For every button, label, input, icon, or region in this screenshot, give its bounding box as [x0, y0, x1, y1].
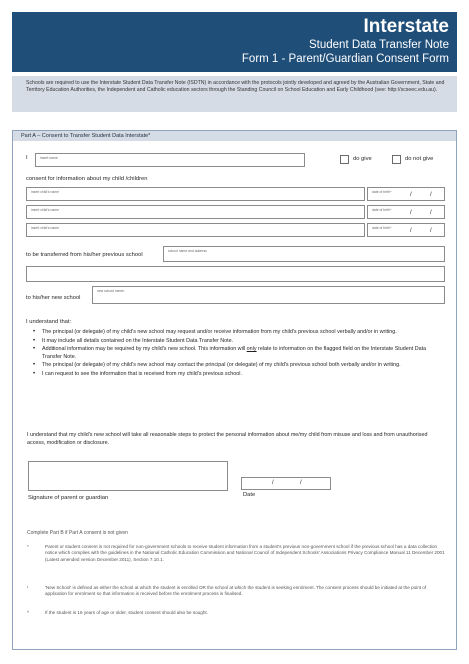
do-not-give-checkbox[interactable]: [392, 155, 401, 164]
understanding-list: [33, 329, 445, 380]
form-header: [12, 12, 457, 72]
footnote-text: 'New School' is defined as either the school at which the student is enrolled OR the school at which the student is seeking enrolment. The consent process should be initiated at the point of application for enrolment so that information is received before the enrolment process is finalised.: [45, 585, 427, 597]
child-name-placeholder: insert child's name: [31, 208, 59, 212]
privacy-paragraph: I understand that my child's new school will take all reasonable steps to protect the personal information about me/my child from misuse and loss and from unauthorised access, modification or disclosure.: [27, 432, 428, 446]
dob-slash: /: [410, 228, 412, 234]
child-dob-field-2[interactable]: [367, 205, 445, 219]
dob-placeholder: date of birth^: [372, 226, 392, 230]
footnote: [27, 585, 447, 598]
dob-slash: /: [430, 192, 432, 198]
dob-slash: /: [410, 210, 412, 216]
child-dob-field-3[interactable]: [367, 223, 445, 237]
new-school-placeholder: new school name¹: [97, 289, 125, 293]
date-slash: /: [272, 480, 274, 486]
child-name-field-3[interactable]: [26, 223, 365, 237]
date-slash: /: [300, 480, 302, 486]
child-dob-field-1[interactable]: [367, 187, 445, 201]
part-a-heading: Part A – Consent to Transfer Student Data Interstate*: [13, 131, 456, 141]
parent-name-field[interactable]: [35, 153, 305, 167]
footnote-text: Parent or student consent is not required for non-government schools to receive student information from a student's previous non-government school if the previous school has a data collection notice which complies with the guidelines in the National Catholic Education Commission and National Council of Independent Schools' Associations Privacy Compliance Manual 11 December 2001 (Latest amended version December 2011), Section 7.10.1.: [45, 544, 445, 562]
form-name: [12, 52, 449, 67]
list-item: • It may include all details contained on the Interstate Student Data Transfer Note.: [33, 338, 445, 346]
signature-field[interactable]: [28, 461, 228, 491]
previous-school-label: to be transferred from his/her previous school: [26, 252, 143, 258]
new-school-field[interactable]: [92, 286, 445, 304]
list-item: • The principal (or delegate) of my child's new school may contact the principal (or delegate) of my child's previous school both verbally and/or in writing.: [33, 362, 445, 370]
list-item-emphasis: only: [246, 346, 257, 353]
list-item: • I can request to see the information that is received from my child's previous school.: [33, 371, 445, 379]
list-item: • The principal (or delegate) of my child's new school may request and/or receive information from my child's previous school verbally and/or in writing.: [33, 329, 445, 337]
footnote-marker: ^: [27, 610, 30, 615]
child-name-placeholder: insert child's name: [31, 226, 59, 230]
consent-text: consent for information about my child /children: [26, 176, 148, 182]
understand-heading: I understand that:: [26, 319, 72, 325]
previous-school-placeholder: school name and address: [168, 249, 207, 253]
previous-school-address-field[interactable]: [26, 266, 445, 282]
intro-text: Schools are required to use the Interstate Student Data Transfer Note (ISDTN) in accordance with the protocols jointly developed and agreed by the Australian Government, State and Territory Education Authorities, the Independent and Catholic education sectors through the Standing Council on School Education and Early Childhood (see: http://scseec.edu.au).: [12, 76, 457, 112]
dob-placeholder: date of birth^: [372, 208, 392, 212]
footnote: [27, 610, 447, 616]
child-name-placeholder: insert child's name: [31, 190, 59, 194]
list-item-text: Additional information may be required by my child's new school. This information will: [42, 346, 247, 353]
form-type: - Parent/Guardian Consent Form: [278, 53, 449, 65]
list-item: [33, 346, 445, 361]
signature-label: Signature of parent or guardian: [28, 495, 109, 501]
parent-name-placeholder: insert name: [40, 156, 58, 160]
footnote-marker: ¹: [27, 585, 29, 590]
date-field[interactable]: [241, 477, 331, 490]
do-not-give-label: do not give: [405, 156, 434, 162]
footnote: [27, 544, 447, 563]
list-item-text: relate to information on the flagged field on the Interstate Student Data Transfer Note.: [42, 346, 427, 360]
form-subtitle: Student Data Transfer Note: [309, 39, 449, 51]
dob-slash: /: [430, 210, 432, 216]
child-name-field-2[interactable]: [26, 205, 365, 219]
part-b-note: Complete Part B if Part A consent is not given: [27, 530, 128, 536]
previous-school-field[interactable]: [163, 246, 445, 262]
form-title: Interstate: [363, 16, 449, 37]
footnote-marker: *: [27, 544, 29, 549]
new-school-label: to his/her new school: [26, 295, 81, 301]
do-give-checkbox[interactable]: [340, 155, 349, 164]
dob-slash: /: [410, 192, 412, 198]
date-label: Date: [243, 492, 256, 498]
form-number: Form 1: [241, 53, 279, 65]
i-label: I: [26, 155, 28, 161]
do-give-label: do give: [353, 156, 372, 162]
footnote-text: If the student is 16 years of age or older, student consent should also be sought.: [45, 610, 208, 615]
dob-slash: /: [430, 228, 432, 234]
part-a-section: [12, 130, 457, 650]
dob-placeholder: date of birth^: [372, 190, 392, 194]
child-name-field-1[interactable]: [26, 187, 365, 201]
